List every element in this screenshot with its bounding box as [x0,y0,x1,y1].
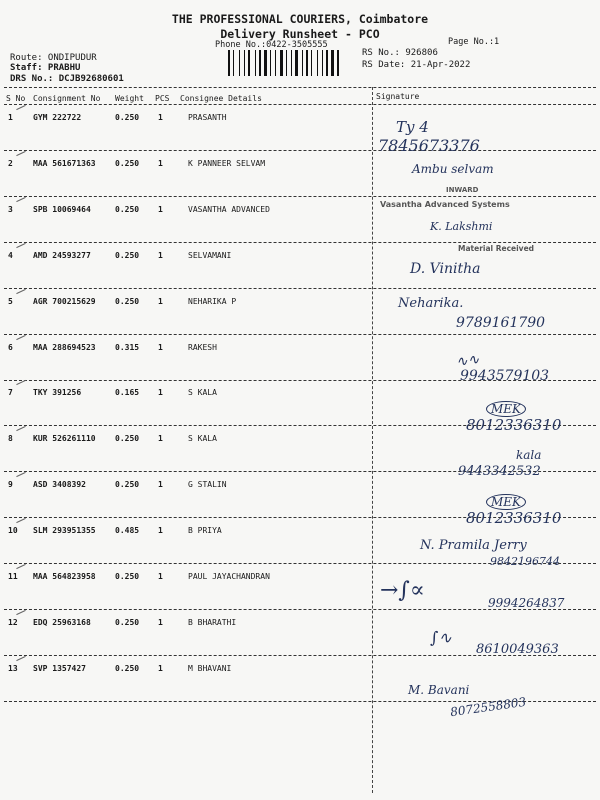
signature-row-6: ∿∿ [455,351,481,371]
pen-tick-mark [16,151,25,156]
row-consignment-no: EDQ 25963168 [33,617,91,627]
phone-row-5: 9789161790 [456,315,546,331]
barcode-bar [272,50,274,76]
row-sno: 6 [8,342,13,352]
sheet-title: Delivery Runsheet - PCO [220,27,380,41]
barcode-bar [340,50,341,76]
drs-number: DRS No.: DCJB92680601 [10,74,124,84]
row-weight: 0.250 [115,434,140,444]
row-consignee: B BHARATHI [188,617,237,627]
barcode-bar [317,50,318,76]
barcode-bar [302,50,303,76]
row-weight: 0.250 [115,204,140,214]
table-top-border [4,87,596,88]
row-weight: 0.250 [115,572,140,581]
row-weight: 0.250 [115,480,140,490]
row-consignee: PAUL JAYACHANDRAN [188,572,270,581]
row-separator [4,150,596,151]
signature-row-11: →∫∝ [380,578,425,603]
barcode-bar [275,50,276,76]
pen-tick-mark [16,289,25,294]
row-separator [4,334,596,335]
row-consignee: K PANNEER SELVAM [188,158,266,168]
company-name: THE PROFESSIONAL COURIERS, Coimbatore [171,12,429,26]
pen-tick-mark [16,243,25,248]
row-pcs: 1 [158,113,163,122]
phone-row-6: 9943579103 [460,368,550,384]
col-header-signature: Signature [376,92,420,101]
pen-tick-mark [16,334,25,339]
row-consignment-no: MAA 288694523 [33,342,96,352]
row-sno: 7 [8,388,13,398]
header-bottom-border [4,104,596,105]
pen-tick-mark [16,564,25,569]
phone-row-9: 8012336310 [466,509,562,527]
row-weight: 0.250 [115,250,140,260]
phone-row-13: 8072558803 [449,694,527,720]
phone-row-8: 9443342532 [458,464,541,479]
barcode-bar [251,50,254,76]
route: Route: ONDIPUDUR [10,53,97,63]
barcode-bar [324,50,325,76]
row-sno: 3 [8,204,13,214]
row-pcs: 1 [158,526,163,536]
row-consignment-no: TKY 391256 [33,388,82,398]
signature-row-5: Neharika. [398,296,464,311]
row-consignee: NEHARIKA P [188,296,237,306]
barcode-bar [264,50,267,76]
pen-tick-mark [16,105,25,110]
pen-tick-mark [16,426,25,431]
barcode-bar [277,50,279,76]
pen-tick-mark [16,518,25,523]
phone-row-7: 8012336310 [466,416,562,434]
stamp-material-received: Material Received [458,244,535,253]
initials-row-9: MEK [486,494,526,510]
barcode-bar [319,50,321,76]
signature-row-2: Ambu selvam [412,162,494,176]
barcode-bar [284,50,285,76]
barcode-bar [246,50,247,76]
signature-row-1: Ty 4 [396,118,429,136]
barcode-bar [239,50,240,76]
signature-row-10: N. Pramila Jerry [420,538,527,553]
barcode [228,50,350,76]
barcode-bar [322,50,323,76]
row-weight: 0.485 [115,526,140,536]
stamp-inward: INWARD [446,186,479,194]
signature-row-12: ∫∿ [430,628,452,647]
row-pcs: 1 [158,617,163,627]
barcode-bar [288,50,290,76]
row-consignment-no: SVP 1357427 [33,663,86,673]
barcode-bar [228,50,230,76]
barcode-bar [257,50,258,76]
page-number: Page No.:1 [448,37,500,47]
row-sno: 9 [8,480,13,490]
pen-tick-mark [16,197,25,202]
row-weight: 0.250 [115,296,140,306]
row-pcs: 1 [158,204,163,214]
barcode-bar [335,50,336,76]
phone-row-11: 9994264837 [488,596,565,610]
row-pcs: 1 [158,480,163,490]
row-pcs: 1 [158,342,163,352]
row-sno: 12 [8,617,18,627]
row-pcs: 1 [158,250,163,260]
row-sno: 4 [8,250,13,260]
barcode-bar [329,50,330,76]
pen-tick-mark [16,472,25,477]
barcode-bar [313,50,316,76]
row-consignee: SELVAMANI [188,250,232,260]
row-consignment-no: AGR 700215629 [33,296,96,306]
row-weight: 0.165 [115,388,140,398]
row-sno: 13 [8,663,18,673]
row-pcs: 1 [158,158,163,168]
row-consignment-no: SPB 10069464 [33,204,91,214]
rs-date: RS Date: 21-Apr-2022 [362,60,471,70]
barcode-bar [262,50,263,76]
row-weight: 0.315 [115,342,140,352]
row-consignee: S KALA [188,388,217,398]
row-consignee: M BHAVANI [188,663,232,673]
rs-number: RS No.: 926806 [362,48,438,58]
phone-row-12: 8610049363 [476,642,559,657]
row-sno: 5 [8,296,13,306]
initials-row-7: MEK [486,401,526,417]
col-header-consignee: Consignee Details [180,94,262,103]
barcode-bar [299,50,301,76]
row-sno: 10 [8,526,18,536]
pen-tick-mark [16,380,25,385]
pen-tick-mark [16,610,25,615]
barcode-bar [309,50,310,76]
phone-row-1: 7845673376 [378,136,480,155]
barcode-bar [304,50,305,76]
row-pcs: 1 [158,388,163,398]
barcode-bar [311,50,312,76]
col-header-sno: S No [6,94,26,103]
row-pcs: 1 [158,296,163,306]
row-pcs: 1 [158,663,163,673]
row-separator [4,196,596,197]
barcode-bar [337,50,339,76]
barcode-bar [248,50,250,76]
row-consignee: S KALA [188,434,217,444]
barcode-bar [259,50,261,76]
phone-row-10: 9842196744 [490,555,560,568]
barcode-bar [295,50,298,76]
row-consignment-no: GYM 222722 [33,113,82,122]
barcode-bar [306,50,308,76]
phone-number: Phone No.:0422-3505555 [215,40,328,50]
row-weight: 0.250 [115,617,140,627]
barcode-bar [326,50,328,76]
row-pcs: 1 [158,572,163,581]
barcode-bar [331,50,334,76]
barcode-bar [233,50,234,76]
row-consignee: G STALIN [188,480,227,490]
row-separator [4,288,596,289]
signature-row-3: K. Lakshmi [430,220,493,233]
row-consignee: PRASANTH [188,113,227,122]
barcode-bar [255,50,256,76]
row-weight: 0.250 [115,663,140,673]
row-consignment-no: SLM 293951355 [33,526,96,536]
barcode-bar [293,50,294,76]
signature-row-8: kala [516,448,542,462]
row-consignee: VASANTHA ADVANCED [188,204,270,214]
stamp-vasantha: Vasantha Advanced Systems [380,200,510,209]
col-header-consignment: Consignment No [33,94,101,103]
row-consignment-no: MAA 561671363 [33,158,96,168]
row-consignment-no: KUR 526261110 [33,434,96,444]
row-sno: 8 [8,434,13,444]
barcode-bar [280,50,283,76]
row-consignment-no: AMD 24593277 [33,250,91,260]
barcode-bar [270,50,271,76]
row-pcs: 1 [158,434,163,444]
barcode-bar [244,50,245,76]
staff: Staff: PRABHU [10,63,81,73]
barcode-bar [268,50,269,76]
signature-row-4: D. Vinitha [410,261,481,277]
barcode-bar [235,50,238,76]
row-sno: 2 [8,158,13,168]
barcode-bar [231,50,232,76]
signature-row-13: M. Bavani [408,683,470,697]
signature-column-divider [372,87,373,793]
barcode-bar [291,50,292,76]
row-separator [4,242,596,243]
barcode-bar [241,50,243,76]
row-sno: 1 [8,113,13,122]
row-consignment-no: MAA 564823958 [33,572,96,581]
row-weight: 0.250 [115,158,140,168]
col-header-weight: Weight [115,94,144,103]
col-header-pcs: PCS [155,94,170,103]
row-consignee: RAKESH [188,342,217,352]
row-consignment-no: ASD 3408392 [33,480,86,490]
row-sno: 11 [8,572,18,581]
row-consignee: B PRIYA [188,526,222,536]
row-weight: 0.250 [115,113,140,122]
pen-tick-mark [16,656,25,661]
barcode-bar [286,50,287,76]
